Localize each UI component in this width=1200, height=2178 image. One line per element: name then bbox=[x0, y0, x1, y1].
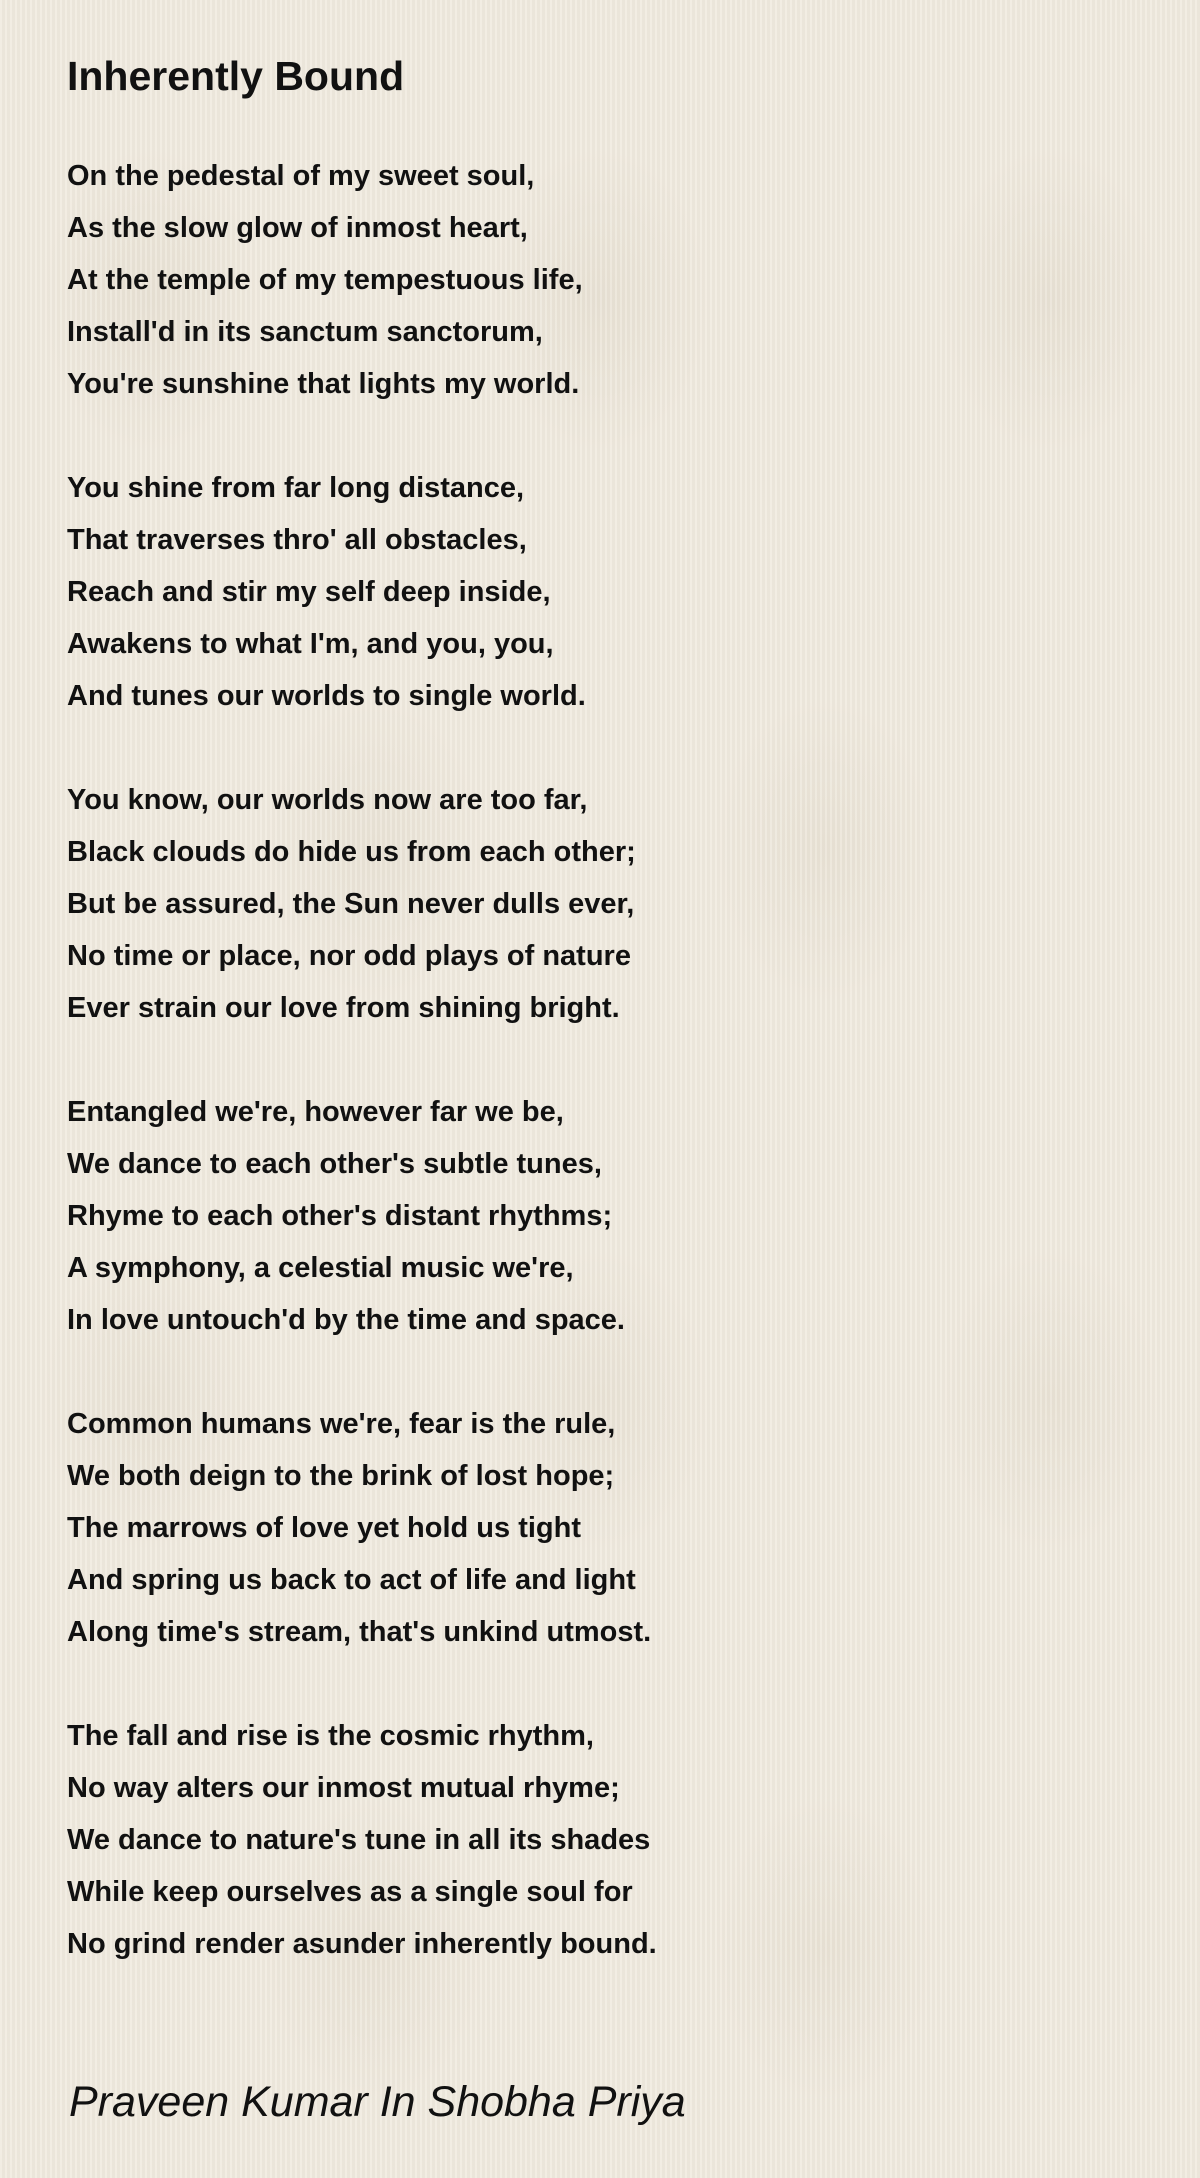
stanza-6 bbox=[67, 1710, 657, 1970]
poem-line: No way alters our inmost mutual rhyme; bbox=[67, 1772, 620, 1804]
poem-line: No grind render asunder inherently bound. bbox=[67, 1928, 657, 1960]
poem-line: As the slow glow of inmost heart, bbox=[67, 212, 528, 244]
poem-line: That traverses thro' all obstacles, bbox=[67, 524, 527, 556]
poem-line: Ever strain our love from shining bright. bbox=[67, 992, 620, 1024]
poem-line: Entangled we're, however far we be, bbox=[67, 1096, 564, 1128]
poem-line: But be assured, the Sun never dulls ever, bbox=[67, 888, 635, 920]
stanza-1 bbox=[67, 150, 657, 410]
poem-line: We both deign to the brink of lost hope; bbox=[67, 1460, 615, 1492]
poem-line: And spring us back to act of life and light bbox=[67, 1564, 636, 1596]
stanza-5 bbox=[67, 1398, 657, 1658]
poem-line: While keep ourselves as a single soul for bbox=[67, 1876, 633, 1908]
poem-title: Inherently Bound bbox=[67, 53, 405, 99]
poem-line: At the temple of my tempestuous life, bbox=[67, 264, 583, 296]
stanza-4 bbox=[67, 1086, 657, 1346]
poem-line: Install'd in its sanctum sanctorum, bbox=[67, 316, 543, 348]
stanza-3 bbox=[67, 774, 657, 1034]
poem-line: Awakens to what I'm, and you, you, bbox=[67, 628, 554, 660]
poem-line: You know, our worlds now are too far, bbox=[67, 784, 588, 816]
poem-line: The marrows of love yet hold us tight bbox=[67, 1512, 581, 1544]
poem-line: We dance to each other's subtle tunes, bbox=[67, 1148, 602, 1180]
poem-line: Along time's stream, that's unkind utmost. bbox=[67, 1616, 652, 1648]
poem-author: Praveen Kumar In Shobha Priya bbox=[69, 2078, 686, 2126]
stanza-2 bbox=[67, 462, 657, 722]
poem-line: A symphony, a celestial music we're, bbox=[67, 1252, 574, 1284]
poem-line: No time or place, nor odd plays of nature bbox=[67, 940, 631, 972]
poem-line: Reach and stir my self deep inside, bbox=[67, 576, 551, 608]
poem-line: We dance to nature's tune in all its shades bbox=[67, 1824, 651, 1856]
poem-line: You're sunshine that lights my world. bbox=[67, 368, 580, 400]
poem-line: Black clouds do hide us from each other; bbox=[67, 836, 636, 868]
poem-line: On the pedestal of my sweet soul, bbox=[67, 160, 535, 192]
poem-line: And tunes our worlds to single world. bbox=[67, 680, 586, 712]
poem-line: In love untouch'd by the time and space. bbox=[67, 1304, 625, 1336]
poem-line: You shine from far long distance, bbox=[67, 472, 525, 504]
poem-line: Common humans we're, fear is the rule, bbox=[67, 1408, 616, 1440]
poem-body bbox=[67, 150, 657, 2022]
poem-line: Rhyme to each other's distant rhythms; bbox=[67, 1200, 613, 1232]
poem-line: The fall and rise is the cosmic rhythm, bbox=[67, 1720, 594, 1752]
